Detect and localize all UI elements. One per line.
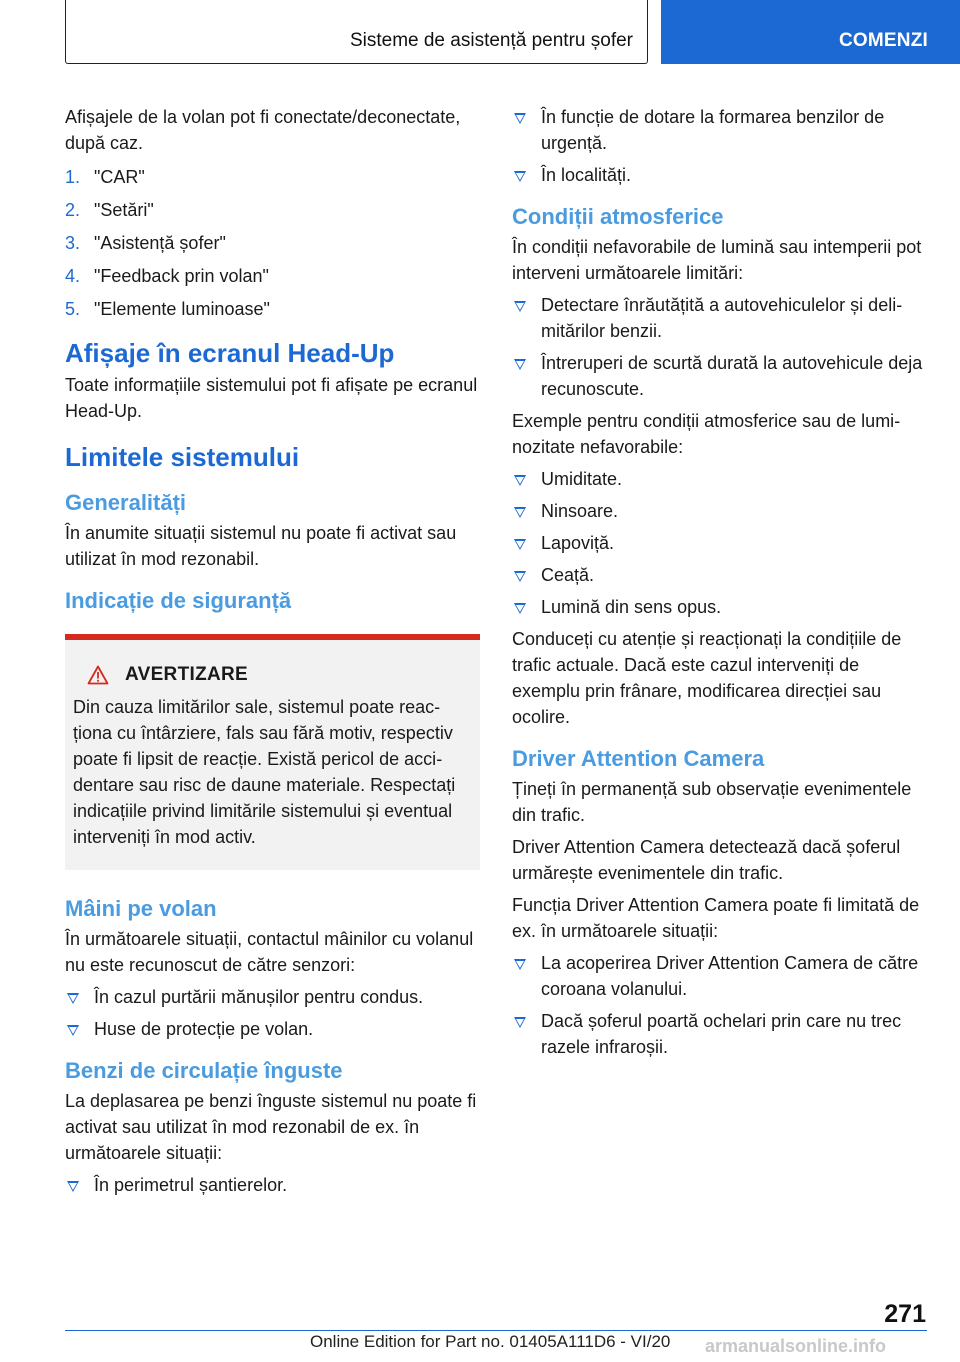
header-section-box xyxy=(65,0,648,64)
list-item-text: Umiditate. xyxy=(541,469,623,489)
list-item xyxy=(512,350,927,402)
step-number: 1. xyxy=(65,167,81,187)
right-column xyxy=(512,104,927,1066)
camera-heading: Driver Attention Camera xyxy=(512,746,765,771)
list-item-text: În localități. xyxy=(541,165,632,185)
list-item xyxy=(512,950,927,1002)
section-title: Sisteme de asistență pentru șofer xyxy=(349,30,633,51)
general-heading: Generalități xyxy=(65,490,187,515)
list-item-text: Ninsoare. xyxy=(541,501,619,521)
weather-heading: Condiții atmosferice xyxy=(512,204,724,229)
limits-heading: Limitele sistemului xyxy=(65,442,300,472)
bullet-triangle-icon xyxy=(67,1025,79,1036)
list-item-text: Întreruperi de scurtă durată la autovehicule deja recunoscute. xyxy=(541,353,923,399)
list-item xyxy=(65,296,480,322)
list-item xyxy=(65,984,480,1010)
warning-title: AVERTIZARE xyxy=(125,664,248,685)
hands-text: În următoarele situații, contactul mâinilor cu volanul nu este recunoscut de către senzori: xyxy=(65,929,474,975)
list-item xyxy=(512,530,927,556)
hands-list xyxy=(65,984,480,1042)
steps-list xyxy=(65,164,480,322)
bullet-triangle-icon xyxy=(514,171,526,182)
list-item xyxy=(512,1008,927,1060)
list-item xyxy=(512,466,927,492)
left-column xyxy=(65,104,480,1204)
step-text: "Feedback prin volan" xyxy=(94,266,269,286)
footer-divider xyxy=(65,1330,927,1331)
bullet-triangle-icon xyxy=(514,301,526,312)
step-number: 2. xyxy=(65,200,81,220)
watermark: armanualsonline.info xyxy=(705,1336,887,1356)
list-item-text: Ceață. xyxy=(541,565,595,585)
examples-text: Exemple pentru condiții atmosferice sau de luminozitate nefavorabile: xyxy=(512,411,901,457)
warning-triangle-icon xyxy=(87,665,109,685)
list-item xyxy=(65,1172,480,1198)
top-list xyxy=(512,104,927,188)
list-item xyxy=(512,162,927,188)
narrow-heading: Benzi de circulație înguste xyxy=(65,1058,343,1083)
warning-text: Din cauza limitărilor sale, sistemul poate reacționa cu întârziere, fals sau fără motiv, respectiv poate fi lipsit de reacție. Există pericol de accidentare sau risc de daune materiale. Respectați indicațiile privind limitările sistemului și eventual interveniți în mod activ. xyxy=(73,697,456,847)
list-item-text: În cazul purtării mănușilor pentru condus. xyxy=(94,987,424,1007)
page-number: 271 xyxy=(884,1300,926,1328)
list-item-text: Dacă șoferul poartă ochelari prin care nu trec razele infraroșii. xyxy=(541,1011,902,1057)
step-number: 4. xyxy=(65,266,81,286)
step-text: "Asistență șofer" xyxy=(94,233,226,253)
hud-text: Toate informațiile sistemului pot fi afișate pe ecranul Head-Up. xyxy=(65,375,478,421)
list-item xyxy=(65,197,480,223)
narrow-list xyxy=(65,1172,480,1198)
tab-comenzi[interactable] xyxy=(661,0,960,64)
general-text: În anumite situații sistemul nu poate fi activat sau utilizat în mod rezonabil. xyxy=(65,523,457,569)
hands-heading: Mâini pe volan xyxy=(65,896,217,921)
list-item xyxy=(512,498,927,524)
step-text: "Elemente luminoase" xyxy=(94,299,270,319)
list-item-text: Lapoviță. xyxy=(541,533,615,553)
list-item-text: Detectare înrăutățită a autovehiculelor și delimitărilor benzii. xyxy=(541,295,903,341)
weather-list xyxy=(512,292,927,402)
list-item xyxy=(512,292,927,344)
camera-list xyxy=(512,950,927,1060)
footer-edition: Online Edition for Part no. 01405A111D6 - VI/20 xyxy=(310,1332,671,1351)
bullet-triangle-icon xyxy=(514,359,526,370)
bullet-triangle-icon xyxy=(514,571,526,582)
list-item xyxy=(65,1016,480,1042)
bullet-triangle-icon xyxy=(514,475,526,486)
intro-text: Afișajele de la volan pot fi conectate/deconectate, după caz. xyxy=(65,107,461,153)
list-item-text: La acoperirea Driver Attention Camera de către coroana volanului. xyxy=(541,953,919,999)
list-item-text: Huse de protecție pe volan. xyxy=(94,1019,314,1039)
bullet-triangle-icon xyxy=(514,1017,526,1028)
weather-text: În condiții nefavorabile de lumină sau intemperii pot interveni următoarele limitări: xyxy=(512,237,922,283)
step-number: 5. xyxy=(65,299,81,319)
step-text: "Setări" xyxy=(94,200,154,220)
step-number: 3. xyxy=(65,233,81,253)
tab-comenzi-label: COMENZI xyxy=(838,30,928,51)
list-item xyxy=(512,594,927,620)
list-item xyxy=(65,164,480,190)
warning-header xyxy=(73,662,468,688)
camera-text-1: Țineți în permanență sub observație evenimentele din trafic. xyxy=(512,779,912,825)
drive-text: Conduceți cu atenție și reacționați la condițiile de trafic actuale. Dacă este cazul interveniți de exemplu prin frânare, modificarea direcției sau ocolire. xyxy=(512,629,902,727)
bullet-triangle-icon xyxy=(67,993,79,1004)
narrow-text: La deplasarea pe benzi înguste sistemul nu poate fi activat sau utilizat în mod rezonabil de ex. în următoarele situații: xyxy=(65,1091,477,1163)
bullet-triangle-icon xyxy=(514,539,526,550)
bullet-triangle-icon xyxy=(67,1181,79,1192)
bullet-triangle-icon xyxy=(514,959,526,970)
list-item xyxy=(512,562,927,588)
warning-box xyxy=(65,634,480,870)
step-text: "CAR" xyxy=(94,167,145,187)
hud-heading: Afișaje în ecranul Head-Up xyxy=(65,338,395,368)
list-item-text: În funcție de dotare la formarea benzilor de urgență. xyxy=(541,107,885,153)
camera-text-2: Driver Attention Camera detectează dacă șoferul urmărește evenimentele din trafic. xyxy=(512,837,901,883)
bullet-triangle-icon xyxy=(514,507,526,518)
list-item xyxy=(65,230,480,256)
list-item-text: În perimetrul șantierelor. xyxy=(94,1175,288,1195)
camera-text-3: Funcția Driver Attention Camera poate fi limitată de ex. în următoarele situații: xyxy=(512,895,920,941)
bullet-triangle-icon xyxy=(514,113,526,124)
list-item xyxy=(512,104,927,156)
list-item-text: Lumină din sens opus. xyxy=(541,597,722,617)
safety-heading: Indicație de siguranță xyxy=(65,588,292,613)
examples-list xyxy=(512,466,927,620)
bullet-triangle-icon xyxy=(514,603,526,614)
list-item xyxy=(65,263,480,289)
